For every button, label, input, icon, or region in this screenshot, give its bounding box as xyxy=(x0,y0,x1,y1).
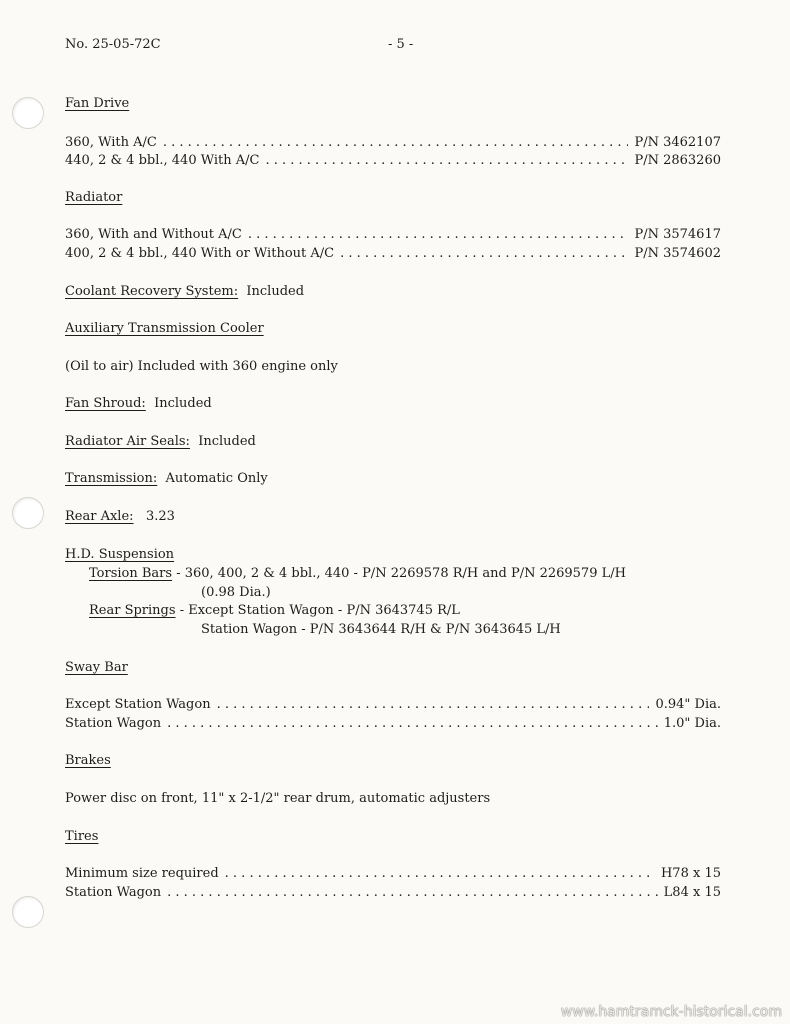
fan-drive-heading: Fan Drive xyxy=(65,96,130,111)
leader-dots xyxy=(248,227,629,243)
rear-springs-station-wagon: Station Wagon - P/N 3643644 R/H & P/N 3643645 L/H xyxy=(201,622,561,637)
item-label: Minimum size required xyxy=(65,866,219,881)
sway-bar-heading: Sway Bar xyxy=(65,660,128,675)
part-number: P/N 3574617 xyxy=(634,227,721,242)
punch-hole-bottom xyxy=(12,896,44,928)
punch-hole-middle xyxy=(12,497,44,529)
rear-axle-value: 3.23 xyxy=(145,509,175,524)
item-label: 440, 2 & 4 bbl., 440 With A/C xyxy=(65,153,260,168)
tire-size: L84 x 15 xyxy=(663,885,721,900)
brakes-text: Power disc on front, 11" x 2-1/2" rear drum, automatic adjusters xyxy=(65,791,491,806)
part-number: P/N 3462107 xyxy=(634,135,721,150)
document-number: No. 25-05-72C xyxy=(65,37,161,52)
item-label: 360, With and Without A/C xyxy=(65,227,242,242)
coolant-recovery-heading: Coolant Recovery System: xyxy=(65,284,239,299)
punch-hole-top xyxy=(12,97,44,129)
rear-axle-line xyxy=(65,509,175,525)
sway-bar-item xyxy=(65,697,721,713)
coolant-recovery-line xyxy=(65,284,304,300)
diameter-value: 0.94" Dia. xyxy=(655,697,721,712)
leader-dots xyxy=(340,246,628,262)
item-label: Station Wagon xyxy=(65,716,162,731)
leader-dots xyxy=(163,135,629,151)
transmission-value: Automatic Only xyxy=(165,471,268,486)
tire-size: H78 x 15 xyxy=(660,866,721,881)
rear-springs-text: - Except Station Wagon - P/N 3643745 R/L xyxy=(179,603,460,618)
radiator-item xyxy=(65,227,721,243)
coolant-recovery-value: Included xyxy=(246,284,305,299)
leader-dots xyxy=(265,153,628,169)
air-seals-heading: Radiator Air Seals: xyxy=(65,434,190,449)
tires-item xyxy=(65,866,721,882)
transmission-heading: Transmission: xyxy=(65,471,158,486)
fan-drive-item xyxy=(65,153,721,169)
item-label: 360, With A/C xyxy=(65,135,157,150)
tires-item xyxy=(65,885,721,901)
torsion-bars-label: Torsion Bars xyxy=(89,566,173,581)
transmission-line xyxy=(65,471,268,487)
fan-shroud-value: Included xyxy=(154,396,212,411)
item-label: 400, 2 & 4 bbl., 440 With or Without A/C xyxy=(65,246,335,261)
torsion-bars-diameter: (0.98 Dia.) xyxy=(201,585,271,600)
torsion-bars-text: - 360, 400, 2 & 4 bbl., 440 - P/N 2269578 R/H and P/N 2269579 L/H xyxy=(176,566,626,581)
fan-shroud-heading: Fan Shroud: xyxy=(65,396,146,411)
page-number: - 5 - xyxy=(388,37,414,52)
sway-bar-item xyxy=(65,716,721,732)
fan-shroud-line xyxy=(65,396,212,412)
leader-dots xyxy=(167,885,658,901)
air-seals-value: Included xyxy=(198,434,256,449)
air-seals-line xyxy=(65,434,256,450)
rear-springs-line xyxy=(89,603,460,619)
rear-springs-label: Rear Springs xyxy=(89,603,176,618)
fan-drive-item xyxy=(65,135,721,151)
radiator-heading: Radiator xyxy=(65,190,123,205)
aux-cooler-heading: Auxiliary Transmission Cooler xyxy=(65,321,264,336)
leader-dots xyxy=(225,866,655,882)
item-label: Station Wagon xyxy=(65,885,162,900)
tires-heading: Tires xyxy=(65,829,99,844)
part-number: P/N 2863260 xyxy=(634,153,721,168)
aux-cooler-text: (Oil to air) Included with 360 engine only xyxy=(65,359,338,374)
brakes-heading: Brakes xyxy=(65,753,111,768)
radiator-item xyxy=(65,246,721,262)
diameter-value: 1.0" Dia. xyxy=(663,716,721,731)
torsion-bars-line xyxy=(89,566,626,582)
leader-dots xyxy=(217,697,650,713)
leader-dots xyxy=(167,716,658,732)
website-watermark: www.hamtramck-historical.com xyxy=(560,1004,782,1020)
hd-suspension-heading: H.D. Suspension xyxy=(65,547,175,562)
part-number: P/N 3574602 xyxy=(634,246,721,261)
rear-axle-heading: Rear Axle: xyxy=(65,509,134,524)
item-label: Except Station Wagon xyxy=(65,697,211,712)
